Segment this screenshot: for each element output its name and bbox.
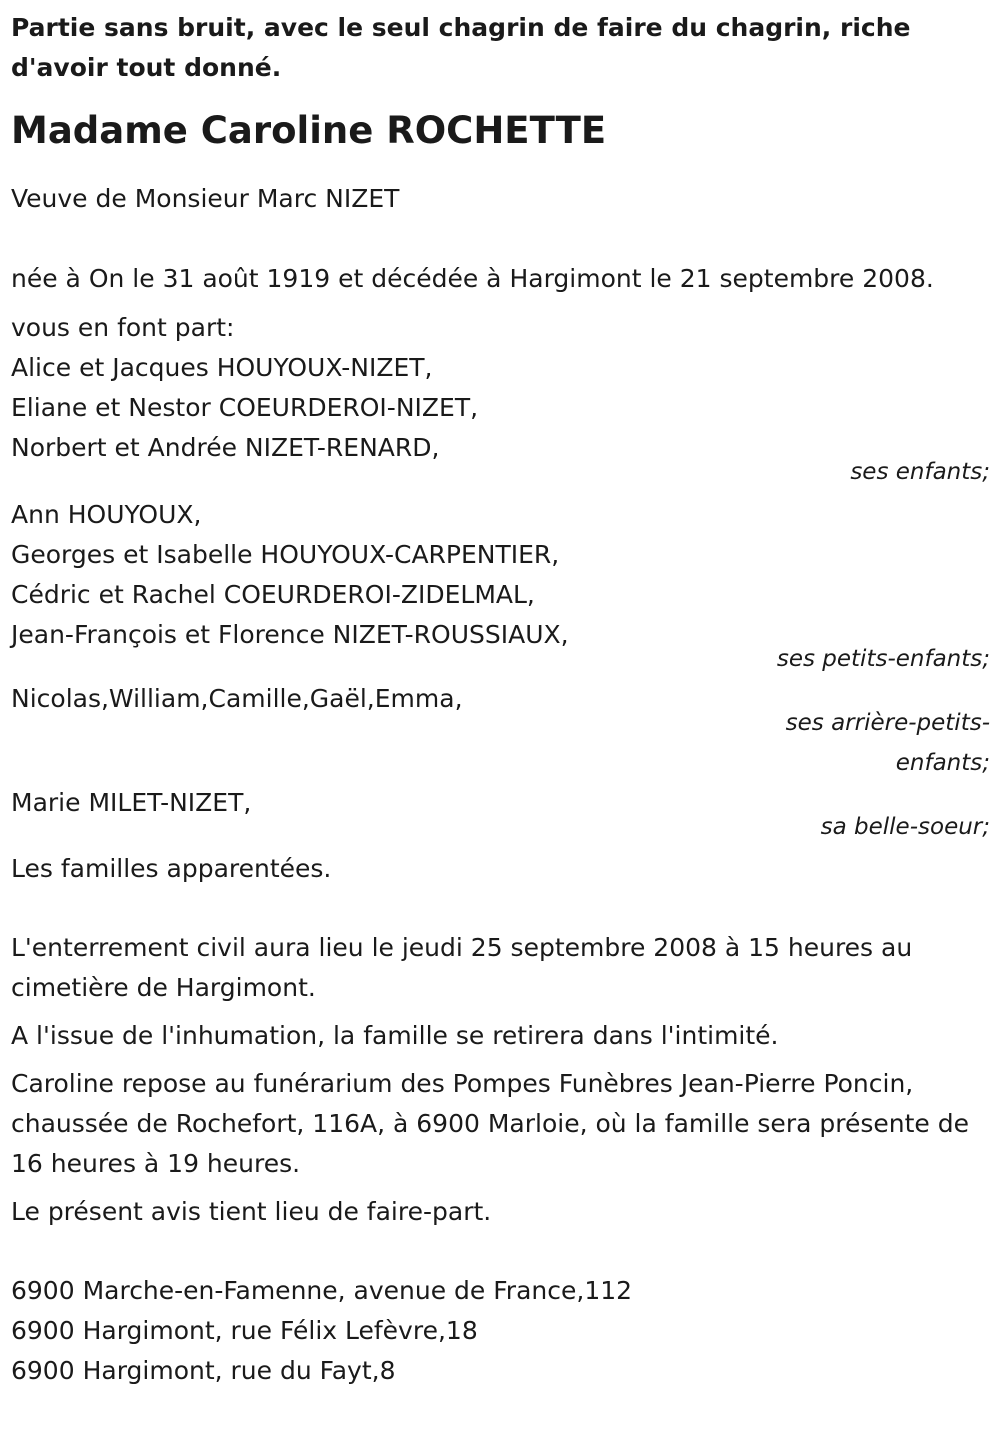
funeral-burial: L'enterrement civil aura lieu le jeudi 25 septembre 2008 à 15 heures au cimetière de Hargimont. (11, 933, 913, 1002)
grandchild-name: Cédric et Rachel COEURDEROI-ZIDELMAL, (11, 580, 535, 609)
great-grandchild-names: Nicolas,William,Camille,Gaël,Emma, (11, 684, 463, 713)
sister-in-law-name: Marie MILET-NIZET, (11, 788, 252, 817)
grandchildren-group (11, 495, 991, 679)
sister-in-law-relation: sa belle-soeur; (820, 814, 990, 840)
grandchild-name: Jean-François et Florence NIZET-ROUSSIAUX, (11, 620, 569, 649)
sister-in-law-group (11, 783, 991, 847)
addresses (11, 1271, 991, 1391)
child-name: Alice et Jacques HOUYOUX-NIZET, (11, 353, 433, 382)
great-grandchildren-relation: ses arrière-petits-enfants; (785, 710, 990, 776)
widow-of: Veuve de Monsieur Marc NIZET (11, 184, 400, 213)
grandchild-name: Georges et Isabelle HOUYOUX-CARPENTIER, (11, 540, 560, 569)
grandchild-name: Ann HOUYOUX, (11, 500, 202, 529)
funeral-after: A l'issue de l'inhumation, la famille se retirera dans l'intimité. (11, 1021, 779, 1050)
funeral-viewing: Caroline repose au funérarium des Pompes Funèbres Jean-Pierre Poncin, chaussée de Rochefort, 116A, à 6900 Marloie, où la famille sera présente de 16 heures à 19 heures. (11, 1069, 969, 1178)
funeral-notice: Le présent avis tient lieu de faire-part. (11, 1197, 492, 1226)
address-line: 6900 Hargimont, rue Félix Lefèvre,18 (11, 1316, 478, 1345)
announcement-intro: vous en font part: (11, 313, 235, 342)
children-group (11, 348, 991, 492)
death-notice (11, 0, 991, 1391)
grandchildren-relation: ses petits-enfants; (776, 646, 990, 672)
children-relation: ses enfants; (850, 459, 990, 485)
related-families: Les familles apparentées. (11, 854, 332, 883)
deceased-name: Madame Caroline ROCHETTE (11, 109, 607, 152)
great-grandchildren-group (11, 679, 991, 783)
child-name: Norbert et Andrée NIZET-RENARD, (11, 433, 440, 462)
birth-death: née à On le 31 août 1919 et décédée à Hargimont le 21 septembre 2008. (11, 264, 934, 293)
address-line: 6900 Marche-en-Famenne, avenue de France,112 (11, 1276, 633, 1305)
address-line: 6900 Hargimont, rue du Fayt,8 (11, 1356, 396, 1385)
epigraph: Partie sans bruit, avec le seul chagrin de faire du chagrin, riche d'avoir tout donné. (11, 13, 911, 82)
child-name: Eliane et Nestor COEURDEROI-NIZET, (11, 393, 479, 422)
